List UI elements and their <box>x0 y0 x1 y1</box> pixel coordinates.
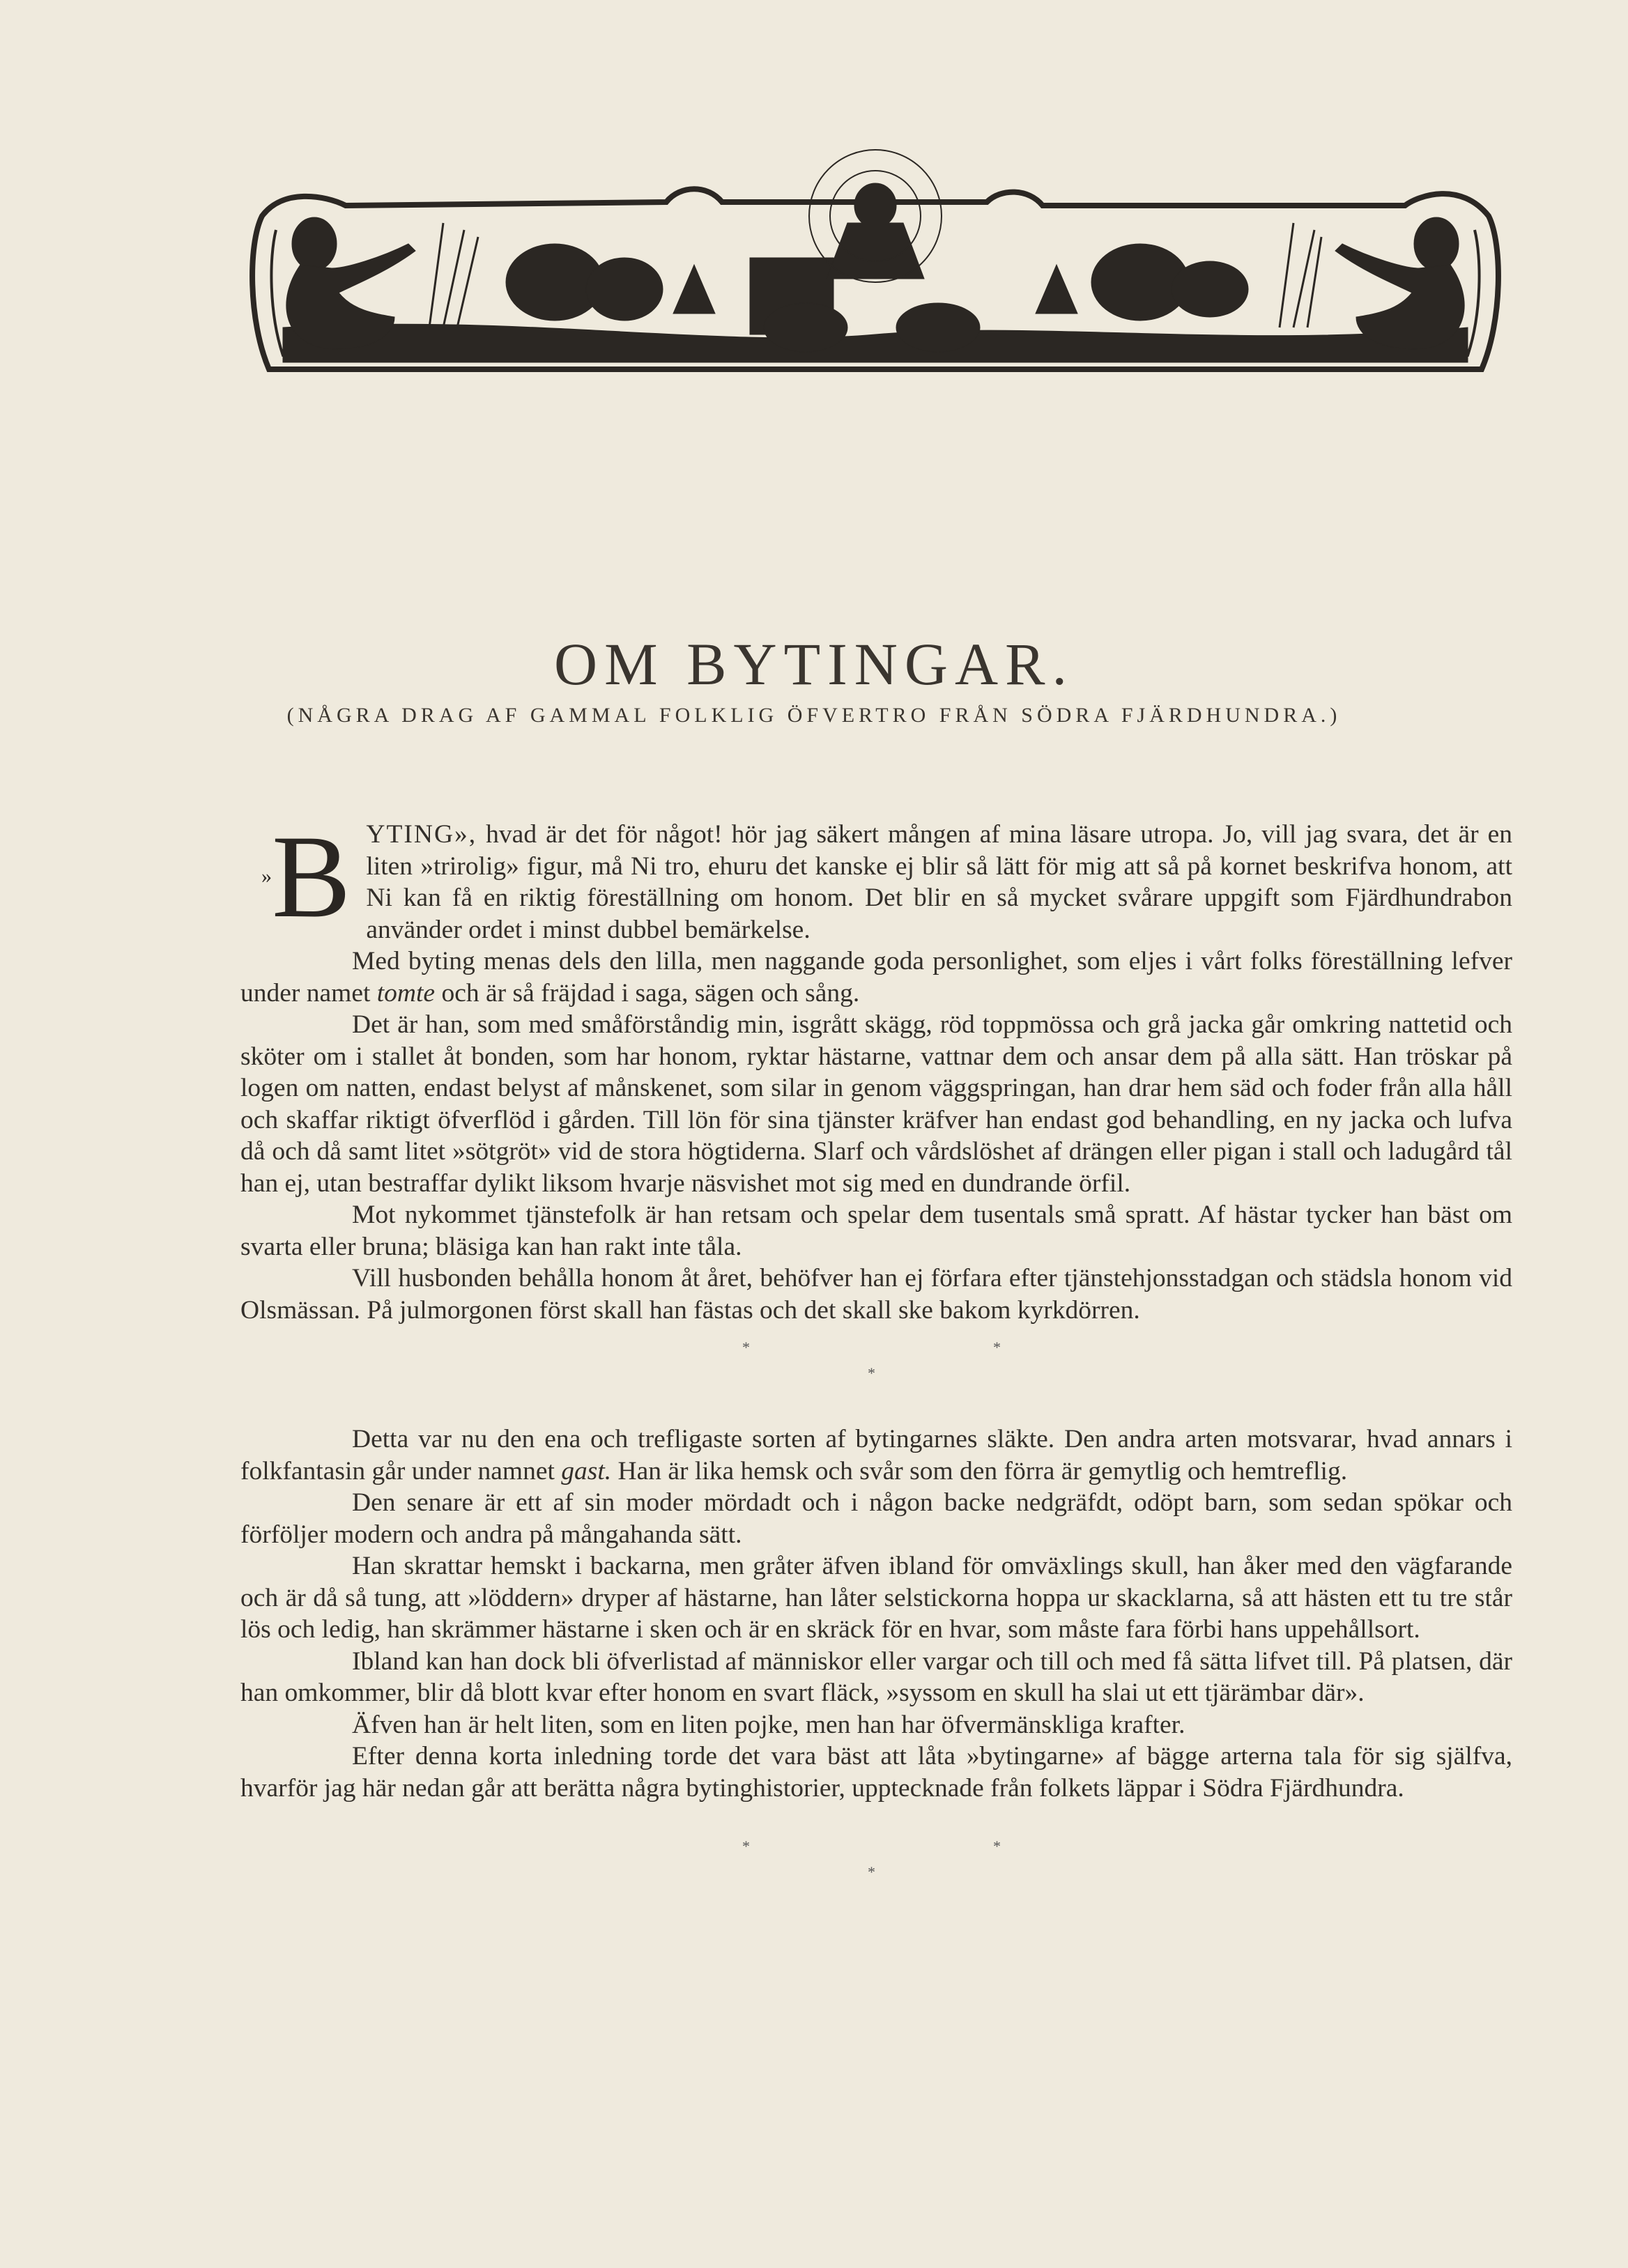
paragraph-text: Han är lika hemsk och svår som den förra är gemytlig och hemtreflig. <box>611 1456 1348 1486</box>
asterisk-mark: * <box>868 1863 875 1881</box>
drop-cap <box>261 811 351 942</box>
paragraph-text: Med byting menas dels den lilla, men naggande goda personlighet, som eljes i vårt folks föreställning lefver under namet <box>240 947 1512 1008</box>
italic-term: gast. <box>561 1456 612 1486</box>
opening-quote-mark: » <box>261 865 272 888</box>
section-divider-asterism <box>240 1825 1512 1888</box>
paragraph: Mot nykommet tjänstefolk är han retsam och spelar dem tusentals små spratt. Af hästar tycker han bäst om svarta eller bruna; bläsiga kan han rakt inte tåla. <box>240 1201 1512 1261</box>
drop-cap-letter: B <box>272 811 351 942</box>
paragraph: Äfven han är helt liten, som en liten pojke, men han har öfvermänskliga krafter. <box>352 1710 1185 1739</box>
section-divider-asterism <box>240 1326 1512 1389</box>
paragraph: Det är han, som med småförståndig min, isgrått skägg, röd toppmössa och grå jacka går omkring nattetid och sköter om i stallet åt bonden, som har honom, ryktar hästarne, vattnar dem och ansar dem på alla sätt. Han tröskar på logen om natten, endast belyst af månskenet, som silar in genom väggspringan, han drar hem säd och foder från alla håll och skaffar riktigt öfverflöd i gården. Till lön för sina tjänster kräfver han endast god behandling, en ny jacka och lufva då och då samt litet »sötgröt» vid de stora högtiderna. Slarf och vårdslöshet af drängen eller pigan i stall och ladugård tål han ej, utan bestraffar dylikt liksom hvarje näsvishet mot sig med en dundrande örfil. <box>240 1010 1512 1198</box>
page-title: OM BYTINGAR. <box>554 630 1074 697</box>
drop-cap-continuation: YTING», <box>366 820 477 849</box>
opening-paragraph <box>240 811 1512 946</box>
decorative-headpiece-illustration <box>234 139 1516 397</box>
page-subtitle: (NÅGRA DRAG AF GAMMAL FOLKLIG ÖFVERTRO FRÅN SÖDRA FJÄRDHUNDRA.) <box>286 704 1342 727</box>
paragraph <box>240 1424 1512 1487</box>
asterisk-mark: * <box>742 1837 750 1855</box>
paragraph-text: Detta var nu den ena och trefligaste sorten af bytingarnes släkte. Den andra arten motsvarar, hvad annars i folkfantasin går under namnet <box>240 1425 1512 1486</box>
italic-term: tomte <box>376 978 436 1008</box>
paragraph: Efter denna korta inledning torde det vara bäst att låta »bytingarne» af bägge arterna tala för sig själfva, hvarför jag här nedan går att berätta några bytinghistorier, upptecknade från folkets läppar i Södra Fjärdhundra. <box>240 1742 1512 1803</box>
paragraph-text: och är så fräjdad i saga, sägen och sång. <box>435 978 860 1008</box>
asterisk-mark: * <box>993 1339 1001 1356</box>
headpiece-svg <box>234 139 1516 397</box>
paragraph: Den senare är ett af sin moder mördadt och i någon backe nedgräfdt, odöpt barn, som sedan spökar och förföljer modern och andra på mångahanda sätt. <box>240 1488 1512 1549</box>
opening-paragraph-text: hvad är det för något! hör jag säkert mången af mina läsare utropa. Jo, vill jag svara, det är en liten »trirolig» figur, må Ni tro, ehuru det kanske ej blir så lätt för mig att så på kornet beskrifva honom, att Ni kan få en riktig föreställning om honom. Det blir en så mycket svårare uppgift som Fjärdhundrabon använder ordet i minst dubbel bemärkelse. <box>366 820 1512 944</box>
article-body <box>240 811 1512 1888</box>
paragraph <box>240 946 1512 1009</box>
paragraph: Vill husbonden behålla honom åt året, behöfver han ej förfara efter tjänstehjonsstadgan och städsla honom vid Olsmässan. På julmorgonen först skall han fästas och det skall ske bakom kyrkdörren. <box>240 1264 1512 1325</box>
paragraph: Han skrattar hemskt i backarna, men gråter äfven ibland för omväxlings skull, han åker med den vägfarande och är då så tung, att »löddern» dryper af hästarne, han låter selstickorna hoppa ur skacklarna, så att hästen ett tu tre står lös och ledig, han skrämmer hästarne i sken och är en skräck för en hvar, som måste fara förbi hans uppehållsort. <box>240 1552 1512 1644</box>
asterisk-mark: * <box>868 1364 875 1382</box>
asterisk-mark: * <box>993 1837 1001 1855</box>
paragraph: Ibland kan han dock bli öfverlistad af människor eller vargar och till och med få sätta lifvet till. På platsen, där han omkommer, blir då blott kvar efter honom en svart fläck, »syssom en skull ha slai ut ett tjärämbar där». <box>240 1646 1512 1707</box>
asterisk-mark: * <box>742 1339 750 1356</box>
